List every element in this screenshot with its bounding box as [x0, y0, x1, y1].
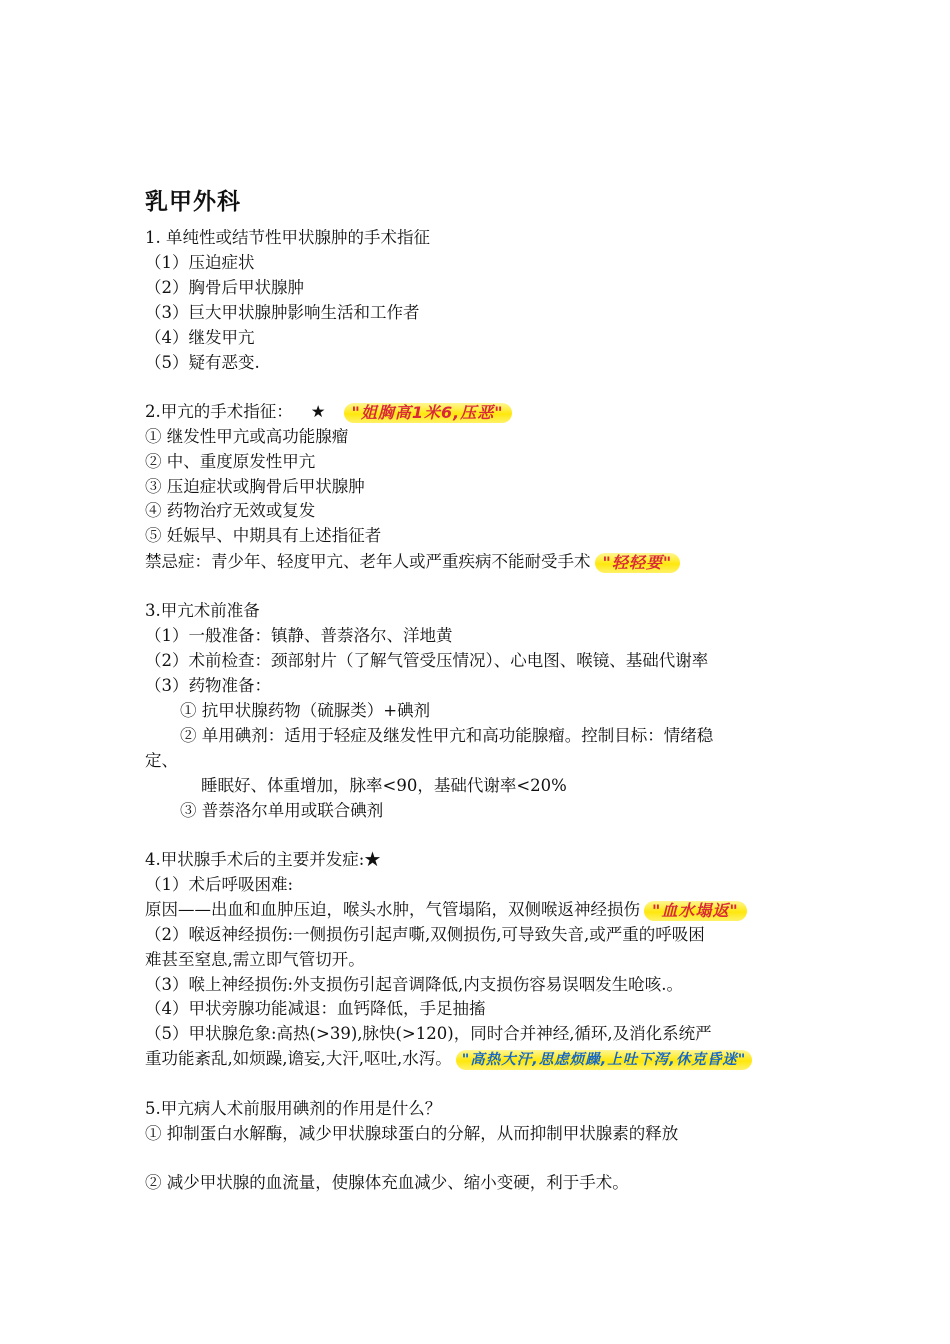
sub-item-continuation: 睡眠好、体重增加，脉率<90，基础代谢率<20%: [201, 776, 567, 795]
sub-item: ② 单用碘剂：适用于轻症及继发性甲亢和高功能腺瘤。控制目标：情绪稳: [180, 726, 714, 745]
handwritten-note: "血水塌返": [644, 901, 747, 921]
list-item: （4）继发甲亢: [145, 328, 255, 347]
handwritten-note: "姐胸高1米6,压恶": [344, 403, 512, 423]
crisis-text: 重功能紊乱,如烦躁,谵妄,大汗,呕吐,水泻。: [145, 1049, 452, 1068]
list-item: （5）甲状腺危象:高热(>39),脉快(>120)，同时合并神经,循环,及消化系统严: [145, 1024, 712, 1043]
section-2-heading-line: [145, 401, 512, 423]
list-item: ② 中、重度原发性甲亢: [145, 452, 316, 471]
section-4-heading: 4.甲状腺手术后的主要并发症:★: [145, 850, 381, 869]
cause-line: [145, 899, 747, 921]
page-title: 乳甲外科: [145, 189, 241, 215]
list-item: （1）一般准备：镇静、普萘洛尔、洋地黄: [145, 626, 453, 645]
list-item: （4）甲状旁腺功能减退：血钙降低，手足抽搐: [145, 999, 486, 1018]
list-item: （3）药物准备：: [145, 676, 271, 695]
list-item: （5）疑有恶变.: [145, 353, 260, 372]
sub-item: ③ 普萘洛尔单用或联合碘剂: [180, 801, 384, 820]
list-item: ④ 药物治疗无效或复发: [145, 501, 316, 520]
list-item: ⑤ 妊娠早、中期具有上述指征者: [145, 526, 382, 545]
sub-item-continuation: 定、: [145, 751, 178, 770]
contraindication-text: 禁忌症：青少年、轻度甲亢、老年人或严重疾病不能耐受手术: [145, 552, 591, 571]
list-item: ③ 压迫症状或胸骨后甲状腺肿: [145, 477, 365, 496]
list-item: （2）术前检查：颈部射片（了解气管受压情况）、心电图、喉镜、基础代谢率: [145, 651, 709, 670]
list-item: （1）压迫症状: [145, 253, 255, 272]
list-item-continuation: 难甚至窒息,需立即气管切开。: [145, 950, 365, 969]
section-2-heading: 2.甲亢的手术指征：: [145, 402, 293, 421]
section-3-heading: 3.甲亢术前准备: [145, 601, 260, 620]
list-item: ② 减少甲状腺的血流量，使腺体充血减少、缩小变硬，利于手术。: [145, 1173, 629, 1192]
list-item: （1）术后呼吸困难:: [145, 875, 294, 894]
section-1-heading: 1. 单纯性或结节性甲状腺肿的手术指征: [145, 228, 430, 247]
handwritten-note: "高热大汗,思虑烦躁,上吐下泻,休克昏迷": [456, 1050, 753, 1070]
list-item: ① 抑制蛋白水解酶，减少甲状腺球蛋白的分解，从而抑制甲状腺素的释放: [145, 1124, 679, 1143]
cause-text: 原因——出血和血肿压迫，喉头水肿，气管塌陷，双侧喉返神经损伤: [145, 900, 640, 919]
list-item: （3）巨大甲状腺肿影响生活和工作者: [145, 303, 420, 322]
section-5-heading: 5.甲亢病人术前服用碘剂的作用是什么？: [145, 1099, 442, 1118]
sub-item: ① 抗甲状腺药物（硫脲类）+碘剂: [180, 701, 431, 720]
handwritten-note: "轻轻要": [595, 553, 681, 573]
crisis-line: [145, 1048, 752, 1070]
list-item: （2）喉返神经损伤:一侧损伤引起声嘶,双侧损伤,可导致失音,或严重的呼吸困: [145, 925, 705, 944]
contraindication-line: [145, 551, 680, 573]
list-item: ① 继发性甲亢或高功能腺瘤: [145, 427, 349, 446]
list-item: （3）喉上神经损伤:外支损伤引起音调降低,内支损伤容易误咽发生呛咳.。: [145, 975, 684, 994]
list-item: （2）胸骨后甲状腺肿: [145, 278, 304, 297]
star-icon: ★: [310, 402, 326, 421]
